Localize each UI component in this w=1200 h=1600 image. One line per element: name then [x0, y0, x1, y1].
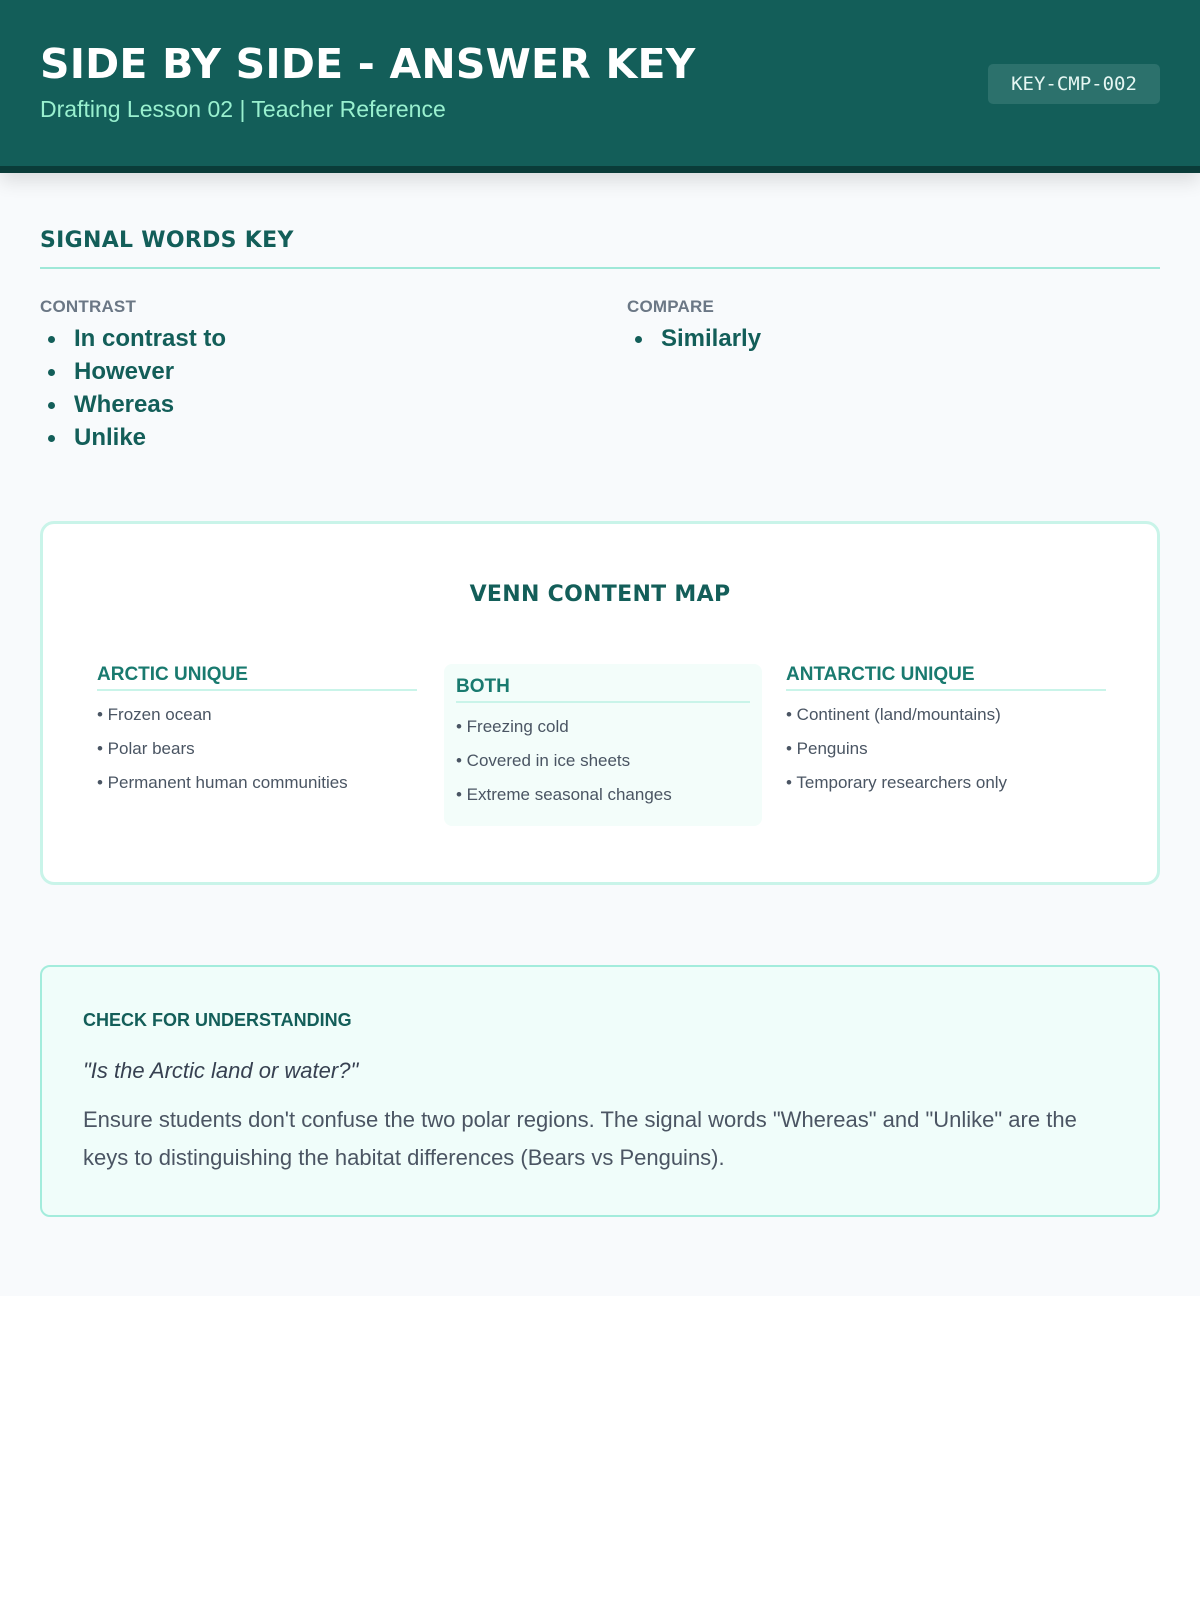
- venn-item: • Temporary researchers only: [786, 773, 1008, 792]
- signal-word-item: However: [40, 358, 226, 391]
- signal-words-heading: SIGNAL WORDS KEY: [40, 228, 294, 253]
- arctic-unique-column: [97, 664, 417, 807]
- venn-item: • Covered in ice sheets: [456, 751, 631, 770]
- venn-title: VENN CONTENT MAP: [469, 582, 731, 607]
- both-heading: BOTH: [456, 676, 750, 703]
- signal-word-item: Similarly: [627, 325, 761, 358]
- check-question: "Is the Arctic land or water?": [83, 1058, 359, 1083]
- page-title: SIDE BY SIDE - ANSWER KEY: [40, 40, 696, 88]
- check-heading: CHECK FOR UNDERSTANDING: [83, 1010, 352, 1030]
- venn-item: • Freezing cold: [456, 717, 569, 736]
- venn-content-map-card: [40, 521, 1160, 885]
- signal-word-item: In contrast to: [40, 325, 226, 358]
- venn-item: • Polar bears: [97, 739, 195, 758]
- antarctic-unique-heading: ANTARCTIC UNIQUE: [786, 664, 1106, 691]
- venn-item: • Frozen ocean: [97, 705, 212, 724]
- contrast-label: CONTRAST: [40, 297, 137, 316]
- signal-word-item: Whereas: [40, 391, 226, 424]
- compare-word-list: [627, 325, 761, 358]
- compare-column: [627, 297, 761, 358]
- venn-item: • Extreme seasonal changes: [456, 785, 672, 804]
- page-subtitle: Drafting Lesson 02 | Teacher Reference: [40, 96, 446, 122]
- both-column: [444, 664, 762, 826]
- document-code-badge: KEY-CMP-002: [988, 64, 1160, 104]
- check-explanation: Ensure students don't confuse the two polar regions. The signal words "Whereas" and "Unlike" are the keys to distinguishing the habitat differences (Bears vs Penguins).: [83, 1107, 1077, 1170]
- venn-item: • Continent (land/mountains): [786, 705, 1001, 724]
- contrast-word-list: [40, 325, 226, 457]
- section-divider: [40, 267, 1160, 269]
- signal-word-item: Unlike: [40, 424, 226, 457]
- antarctic-unique-column: [786, 664, 1106, 807]
- venn-item: • Permanent human communities: [97, 773, 348, 792]
- check-for-understanding-card: [40, 965, 1160, 1217]
- page-header: [0, 0, 1200, 173]
- contrast-column: [40, 297, 226, 457]
- arctic-unique-heading: ARCTIC UNIQUE: [97, 664, 417, 691]
- venn-item: • Penguins: [786, 739, 868, 758]
- compare-label: COMPARE: [627, 297, 715, 316]
